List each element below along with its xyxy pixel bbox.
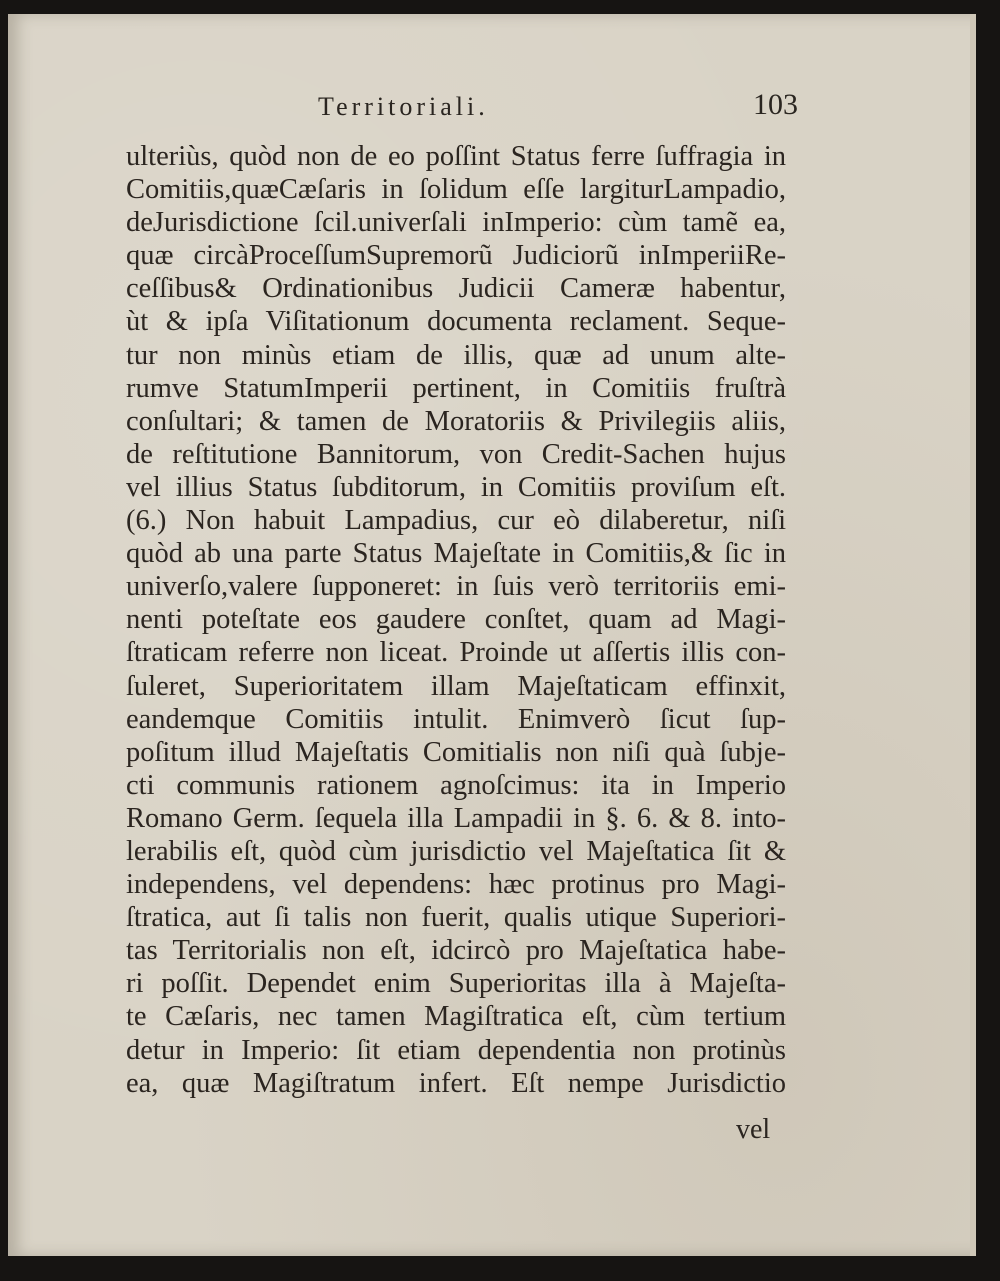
text-line: quòd ab una parte Status Majeſtate in Comitiis,& ſic in bbox=[126, 538, 786, 570]
text-line: eandemque Comitiis intulit. Enimverò ſicut ſup- bbox=[126, 703, 786, 735]
text-line: de reſtitutione Bannitorum, von Credit-Sachen hujus bbox=[126, 438, 786, 470]
text-line: ceſſibus& Ordinationibus Judicii Cameræ habentur, bbox=[126, 273, 786, 305]
text-line: ri poſſit. Dependet enim Superioritas illa à Majeſta- bbox=[126, 968, 786, 1000]
body-text bbox=[126, 140, 786, 1100]
text-line: nenti poteſtate eos gaudere conſtet, quam ad Magi- bbox=[126, 604, 786, 636]
running-head: Territoriali. bbox=[318, 92, 489, 121]
text-line: quæ circàProceſſumSupremorũ Judiciorũ inImperiiRe- bbox=[126, 240, 786, 272]
page-header bbox=[118, 86, 798, 126]
text-line: ſtratica, aut ſi talis non fuerit, qualis utique Superiori- bbox=[126, 902, 786, 934]
catchword: vel bbox=[736, 1114, 771, 1145]
text-line: poſitum illud Majeſtatis Comitialis non niſi quà ſubje- bbox=[126, 736, 786, 768]
book-page bbox=[8, 14, 976, 1256]
text-line: deJurisdictione ſcil.univerſali inImperio: cùm tamẽ ea, bbox=[126, 207, 786, 239]
text-line: Romano Germ. ſequela illa Lampadii in §. 6. & 8. into- bbox=[126, 802, 786, 834]
text-line: cti communis rationem agnoſcimus: ita in Imperio bbox=[126, 769, 786, 801]
text-line: ea, quæ Magiſtratum infert. Eſt nempe Jurisdictio bbox=[126, 1067, 786, 1099]
text-line: conſultari; & tamen de Moratoriis & Privilegiis aliis, bbox=[126, 405, 786, 437]
text-line: ſuleret, Superioritatem illam Majeſtaticam effinxit, bbox=[126, 670, 786, 702]
text-line: tas Territorialis non eſt, idcircò pro Majeſtatica habe- bbox=[126, 935, 786, 967]
text-line: independens, vel dependens: hæc protinus pro Magi- bbox=[126, 869, 786, 901]
text-line: detur in Imperio: ſit etiam dependentia non protinùs bbox=[126, 1034, 786, 1066]
text-line: ulteriùs, quòd non de eo poſſint Status ferre ſuffragia in bbox=[126, 141, 786, 172]
text-line: te Cæſaris, nec tamen Magiſtratica eſt, cùm tertium bbox=[126, 1001, 786, 1033]
text-line: ùt & ipſa Viſitationum documenta reclament. Seque- bbox=[126, 306, 786, 338]
page-number: 103 bbox=[753, 88, 798, 121]
text-line: lerabilis eſt, quòd cùm jurisdictio vel Majeſtatica ſit & bbox=[126, 835, 786, 867]
page-edge bbox=[970, 14, 976, 1256]
text-line: univerſo,valere ſupponeret: in ſuis verò territoriis emi- bbox=[126, 571, 786, 603]
text-line: rumve StatumImperii pertinent, in Comitiis fruſtrà bbox=[126, 372, 786, 404]
text-line: (6.) Non habuit Lampadius, cur eò dilaberetur, niſi bbox=[126, 505, 786, 537]
text-line: Comitiis,quæCæſaris in ſolidum eſſe largiturLampadio, bbox=[126, 174, 786, 206]
text-line: tur non minùs etiam de illis, quæ ad unum alte- bbox=[126, 339, 786, 371]
text-line: ſtraticam referre non liceat. Proinde ut aſſertis illis con- bbox=[126, 637, 786, 669]
text-line: vel illius Status ſubditorum, in Comitiis proviſum eſt. bbox=[126, 471, 786, 503]
